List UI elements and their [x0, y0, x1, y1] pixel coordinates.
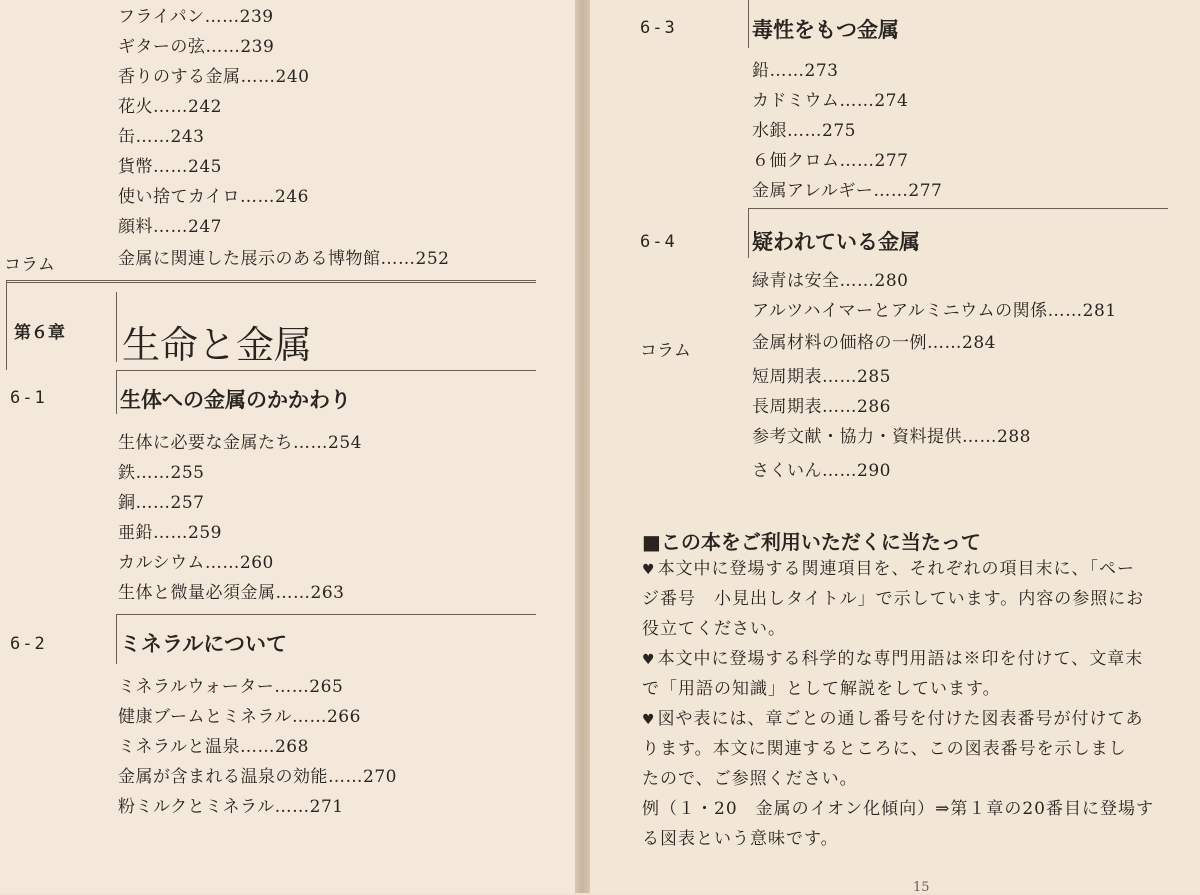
note-line: ♥ 本文中に登場する関連項目を、それぞれの項目末に、「ペー	[642, 559, 1136, 579]
note-line: 役立てください。	[642, 619, 786, 639]
toc-entry: 貨幣……245	[118, 157, 222, 177]
book-gutter	[575, 0, 590, 893]
toc-entry: 銅……257	[118, 493, 205, 513]
toc-entry: さくいん……290	[752, 461, 891, 481]
note-line: たので、ご参照ください。	[642, 769, 858, 789]
chapter-divider	[116, 292, 117, 362]
section-vrule	[116, 370, 117, 414]
toc-entry: 緑青は安全……280	[752, 271, 909, 291]
section-title: 毒性をもつ金属	[752, 18, 899, 42]
section-rule	[748, 208, 1168, 209]
section-vrule	[748, 208, 749, 258]
pin-icon: ♥	[642, 562, 656, 578]
toc-entry: 生体に必要な金属たち……254	[118, 433, 362, 453]
toc-entry: 鉛……273	[752, 61, 839, 81]
column-label: コラム	[640, 341, 691, 361]
section-title: 生体への金属のかかわり	[120, 388, 351, 412]
toc-entry: ギターの弦……239	[118, 37, 275, 57]
chapter-label: 第６章	[14, 323, 65, 343]
pin-icon: ♥	[642, 652, 656, 668]
note-line: 例（１・20 金属のイオン化傾向）⇒第１章の20番目に登場す	[642, 799, 1154, 819]
page-number: 15	[913, 880, 930, 895]
toc-entry: 缶……243	[118, 127, 205, 147]
section-title: 疑われている金属	[752, 230, 920, 254]
toc-entry: 金属に関連した展示のある博物館……252	[118, 249, 450, 269]
toc-entry: 金属材料の価格の一例……284	[752, 333, 996, 353]
chapter-top-rule	[6, 282, 536, 285]
section-number: 6-3	[640, 18, 677, 38]
note-line: ♥ 図や表には、章ごとの通し番号を付けた図表番号が付けてあ	[642, 709, 1144, 729]
toc-entry: 金属アレルギー……277	[752, 181, 943, 201]
toc-entry: ミネラルと温泉……268	[118, 737, 309, 757]
section-title: ミネラルについて	[120, 632, 287, 656]
note-line: ジ番号 小見出しタイトル」で示しています。内容の参照にお	[642, 589, 1145, 609]
toc-entry: 顔料……247	[118, 217, 222, 237]
toc-entry: 香りのする金属……240	[118, 67, 310, 87]
chapter-top-rule-2	[6, 280, 536, 281]
toc-entry: 金属が含まれる温泉の効能……270	[118, 767, 397, 787]
bleed-through-shadow	[1030, 10, 1180, 90]
pin-icon: ♥	[642, 712, 656, 728]
section-vrule	[116, 614, 117, 664]
toc-entry: 健康ブームとミネラル……266	[118, 707, 361, 727]
chapter-title: 生命と金属	[122, 323, 313, 367]
note-line: ります。本文に関連するところに、この図表番号を示しまし	[642, 739, 1127, 759]
toc-entry: フライパン……239	[118, 7, 274, 27]
section-number: 6-4	[640, 232, 677, 252]
toc-entry: アルツハイマーとアルミニウムの関係……281	[752, 301, 1117, 321]
toc-entry: 短周期表……285	[752, 367, 891, 387]
toc-entry: ミネラルウォーター……265	[118, 677, 344, 697]
toc-entry: 鉄……255	[118, 463, 205, 483]
toc-entry: カルシウム……260	[118, 553, 274, 573]
toc-entry: 花火……242	[118, 97, 222, 117]
section-rule	[116, 370, 536, 371]
toc-entry: 生体と微量必須金属……263	[118, 583, 345, 603]
toc-entry: 長周期表……286	[752, 397, 891, 417]
section-number: 6-1	[10, 388, 47, 408]
note-line: ♥ 本文中に登場する科学的な専門用語は※印を付けて、文章末	[642, 649, 1144, 669]
toc-entry: 水銀……275	[752, 121, 856, 141]
toc-entry: 亜鉛……259	[118, 523, 222, 543]
toc-entry: ６価クロム……277	[752, 151, 909, 171]
note-line: で「用語の知識」として解説をしています。	[642, 679, 1001, 699]
toc-entry: 参考文献・協力・資料提供……288	[752, 427, 1031, 447]
toc-entry: 使い捨てカイロ……246	[118, 187, 309, 207]
note-line: る図表という意味です。	[642, 829, 839, 849]
section-rule	[116, 614, 536, 615]
column-label: コラム	[4, 255, 55, 275]
section-number: 6-2	[10, 634, 47, 654]
section-vrule	[748, 0, 749, 48]
chapter-left-rule	[6, 280, 7, 370]
toc-entry: カドミウム……274	[752, 91, 909, 111]
toc-entry: 粉ミルクとミネラル……271	[118, 797, 344, 817]
notes-heading: ■この本をご利用いただくに当たって	[642, 530, 981, 554]
